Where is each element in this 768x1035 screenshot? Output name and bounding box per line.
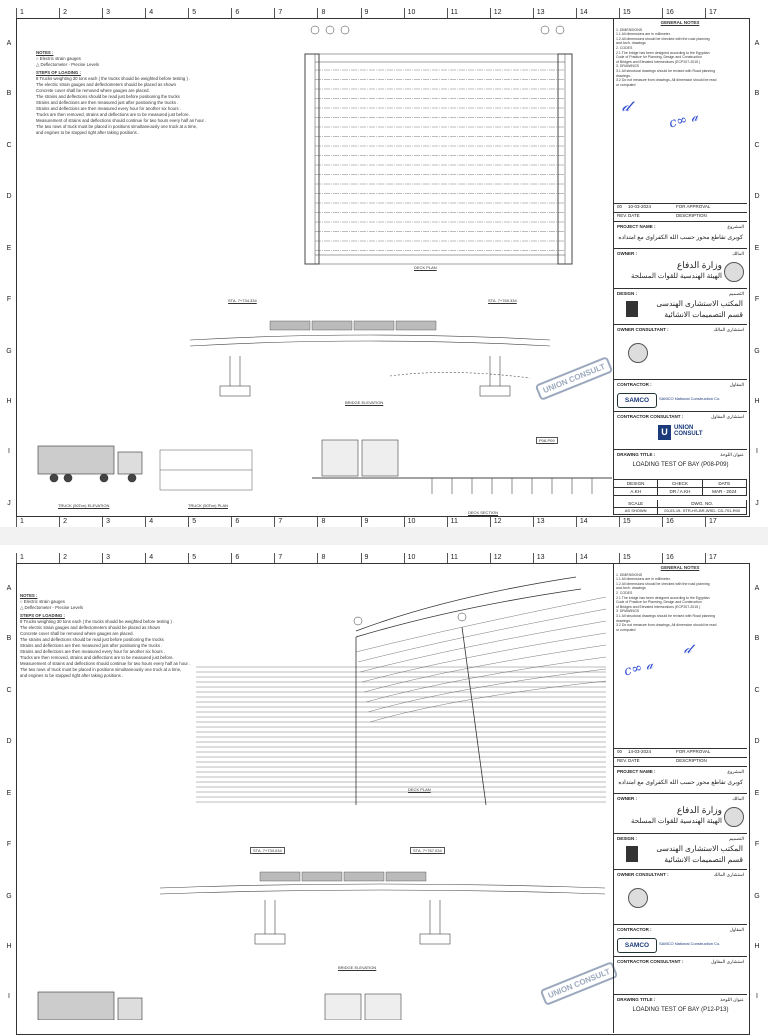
row-marker: J — [7, 500, 11, 507]
revision-header: REV. DATE DESCRIPTION — [614, 212, 747, 221]
project-block: PROJECT NAME : المشروع كوبرى تقاطع محور حسب الله الكفراوى مع امتداده — [614, 221, 747, 249]
row-marker: I — [756, 993, 758, 1000]
union-consult-stamp: UNION CONSULT — [535, 356, 614, 401]
truck-plan-drawing — [158, 448, 258, 496]
row-marker: G — [6, 348, 12, 355]
project-block: PROJECT NAME : المشروع كوبرى تقاطع محور حسب الله الكفراوى مع امتداده — [614, 766, 747, 794]
row-marker: B — [754, 90, 760, 97]
row-marker: A — [6, 40, 12, 47]
owner-consultant-block: OWNER CONSULTANT : استشارى المالك — [614, 324, 747, 380]
column-ruler-top: 1 2 3 4 5 6 7 8 9 10 11 12 13 14 15 16 17 — [16, 8, 748, 18]
row-marker: F — [754, 841, 760, 848]
row-marker: F — [6, 296, 12, 303]
row-marker: C — [6, 687, 12, 694]
row-marker: I — [8, 448, 10, 455]
column-ruler-bottom: 1 2 3 4 5 6 7 8 9 10 11 12 13 14 15 16 17 — [16, 517, 748, 527]
bridge-elevation-caption: BRIDGE ELEVATION — [338, 965, 377, 970]
contractor-consultant-block: CONTRACTOR CONSULTANT : استشارى المقاول — [614, 956, 747, 995]
curved-deck-line — [362, 633, 606, 682]
curved-deck-line — [366, 657, 606, 702]
design-check-table: DESIGN CHECK DATE A.KH DR / A.KH MAR - 2024 — [614, 479, 747, 496]
bridge-elevation-drawing — [160, 830, 605, 950]
row-marker: F — [754, 296, 760, 303]
signature-2: c∞ 𝒶 — [622, 657, 655, 680]
contractor-block: CONTRACTOR : المقاول SAMCO SAMCO National Construction Co. — [614, 379, 747, 412]
row-marker: C — [754, 142, 760, 149]
deck-plan-caption: DECK PLAN — [414, 265, 437, 270]
design-block: DESIGN : التصميم المكتب الاستشارى الهندسى قسم التصميمات الانشائية — [614, 288, 747, 325]
contractor-block: CONTRACTOR : المقاول SAMCO SAMCO National Construction Co. — [614, 924, 747, 957]
row-marker: E — [754, 790, 760, 797]
row-marker: D — [754, 738, 760, 745]
truck-plan-caption: TRUCK (50Ton) PLAN — [188, 503, 229, 508]
owner-seal-icon — [724, 262, 744, 282]
truck-elevation-drawing — [34, 440, 159, 495]
deck-section-drawing — [315, 990, 415, 1020]
row-marker: D — [754, 193, 760, 200]
row-marker: A — [6, 585, 12, 592]
signature: 𝒹 — [684, 641, 692, 657]
row-marker: G — [754, 893, 760, 900]
signature: 𝒹 — [622, 96, 631, 115]
owner-seal-icon — [724, 807, 744, 827]
station-label-left: STA. 7+734.034 — [250, 847, 285, 854]
deck-section-drawing — [312, 434, 612, 508]
samco-logo: SAMCO — [617, 393, 657, 408]
drawing-title-block: DRAWING TITLE : عنوان اللوحة LOADING TEST OF BAY (P08-P09) — [614, 449, 747, 480]
owner-block: OWNER : المالك وزارة الدفاع الهيئة الهندسية للقوات المسلحة — [614, 248, 747, 289]
scale-dwg-table: SCALE DWG. NO. — [614, 500, 747, 508]
revision-row: 00 14-03-2024 FOR APPROVAL — [614, 748, 747, 758]
row-marker: H — [754, 943, 760, 950]
union-consult-stamp: UNION CONSULT — [540, 961, 619, 1006]
station-label-right: STA. 7+769.334 — [488, 298, 517, 303]
row-marker: B — [754, 635, 760, 642]
general-notes: GENERAL NOTES 1. DIMENSIONS 1.1 All dimensions are in millimeter. 1.2 All dimensions should be checked with the road planning and Arch. drawings 2. CODES 2.1 The bridge has been designed according to the Egyptian Code of Practice for Planning, Design and Construction of Bridges and Elevated Intersections (ECP207-2015 ) 3. DRAWINGS 3.1 All structural drawings should be revised with Road planning drawings. 3.2 Do not measure from drawings, All dimension should be read or computed — [616, 565, 717, 632]
row-marker: F — [6, 841, 12, 848]
deck-plan-caption: DECK PLAN — [408, 787, 431, 792]
signature-2: c∞ 𝒶 — [667, 109, 700, 132]
bridge-elevation-drawing — [190, 286, 550, 406]
samco-logo: SAMCO — [617, 938, 657, 953]
drawing-title: LOADING TEST OF BAY (P08-P09) — [632, 462, 729, 468]
general-notes: GENERAL NOTES 1. DIMENSIONS 1.1 All dimensions are in millimeter. 1.2 All dimensions should be checked with the road planning and Arch. drawings 2. CODES 2.1 The bridge has been designed according to the Egyptian Code of Practice for Planning, Design and Construction of Bridges and Elevated Intersections (ECP207-2015 ) 3. DRAWINGS 3.1 All structural drawings should be revised with Road planning drawings. 3.2 Do not measure from drawings, All dimension should be read or computed — [616, 20, 717, 87]
revision-row: 00 10-03-2024 FOR APPROVAL — [614, 203, 747, 213]
loading-notes: NOTES : ○ Electric strain gauges △ Deflectometer - Precise Levels STEPS OF LOADING : 8 Trucks weighting 30 tons each ( the trucks should be weighted before testing ) . The electric strain gauges and deflectometers should be placed as shown Concrete cover shall be removed where gauges are placed. The strains and deflections should be read just before positioning the trucks Strains and deflections are then measured just after positioning the trucks . Strains and deflections are then measured every hour for another six hours . Trucks are then removed, strains and deflections are to be measured just before. Measurement of strains and deflections should continue for two hours every half an hour . The two rows of truck must be placed in positions simultaneously one truck at a time, and engines to be stopped right after taking positions . — [20, 593, 191, 678]
curved-deck-plan-drawing — [196, 567, 606, 817]
station-label-right: STA. 7+767.034 — [410, 847, 445, 854]
row-marker: I — [8, 993, 10, 1000]
section-tag: P08-P09 — [536, 437, 558, 444]
row-marker: I — [756, 448, 758, 455]
curved-deck-line — [358, 609, 606, 662]
row-marker: G — [754, 348, 760, 355]
row-marker: D — [6, 738, 12, 745]
title-block — [613, 18, 747, 515]
row-marker: A — [754, 40, 760, 47]
contractor-consultant-block: CONTRACTOR CONSULTANT : استشارى المقاول UNION CONSULT U — [614, 411, 747, 450]
row-marker: A — [754, 585, 760, 592]
owner-block: OWNER : المالك وزارة الدفاع الهيئة الهندسية للقوات المسلحة — [614, 793, 747, 834]
row-marker: D — [6, 193, 12, 200]
row-marker: E — [6, 245, 12, 252]
drawing-sheet-2 — [0, 545, 768, 1024]
row-marker: B — [6, 635, 12, 642]
title-block — [613, 563, 747, 1033]
row-marker: E — [6, 790, 12, 797]
curved-deck-line — [360, 621, 606, 672]
revision-header: REV. DATE DESCRIPTION — [614, 757, 747, 766]
truck-elevation-drawing — [34, 990, 159, 1020]
deck-section-caption: DECK SECTION — [468, 510, 499, 515]
truck-elevation-caption: TRUCK (50Ton) ELEVATION — [58, 503, 110, 508]
row-marker: G — [6, 893, 12, 900]
design-office-logo-icon — [626, 301, 638, 317]
design-block: DESIGN : التصميم المكتب الاستشارى الهندسى قسم التصميمات الانشائية — [614, 833, 747, 870]
row-marker: C — [754, 687, 760, 694]
consultant-seal-icon — [628, 343, 648, 363]
row-marker: H — [6, 943, 12, 950]
row-marker: C — [6, 142, 12, 149]
curved-deck-line — [356, 597, 606, 652]
row-marker: H — [754, 398, 760, 405]
owner-consultant-block: OWNER CONSULTANT : استشارى المالك — [614, 869, 747, 925]
consultant-seal-icon — [628, 888, 648, 908]
union-logo-icon: U — [658, 425, 671, 440]
sheet-gap — [0, 527, 768, 545]
design-office-logo-icon — [626, 846, 638, 862]
deck-plan-drawing — [255, 22, 605, 274]
column-ruler-top: 1 2 3 4 5 6 7 8 9 10 11 12 13 14 15 16 17 — [16, 553, 748, 563]
scale-dwg-values: AS SHOWN 03-03-19- STR-HS-BR-WSD- CD-701-R00 — [614, 507, 747, 515]
station-label-left: STA. 7+734.334 — [228, 298, 257, 303]
drawing-title: LOADING TEST OF BAY (P12-P13) — [632, 1007, 729, 1013]
drawing-title-block: DRAWING TITLE : عنوان اللوحة LOADING TEST OF BAY (P12-P13) — [614, 994, 747, 1034]
row-marker: E — [754, 245, 760, 252]
row-marker: B — [6, 90, 12, 97]
row-marker: J — [755, 500, 759, 507]
loading-notes: NOTES : ○ Electric strain gauges △ Deflectometer - Precise Levels STEPS OF LOADING : 8 Trucks weighting 30 tons each ( the trucks should be weighted before testing ) . The electric strain gauges and deflectometers should be placed as shown Concrete cover shall be removed where gauges are placed. The strains and deflections should be read just before positioning the trucks Strains and deflections are then measured just after positioning the trucks . Strains and deflections are then measured every hour for another six hours . Trucks are then removed, strains and deflections are to be measured just before. Measurement of strains and deflections should continue for two hours every half an hour . The two rows of truck must be placed in positions simultaneously one truck at a time, and engines to be stopped right after taking positions . — [36, 50, 207, 135]
bridge-elevation-caption: BRIDGE ELEVATION — [345, 400, 384, 405]
row-marker: H — [6, 398, 12, 405]
